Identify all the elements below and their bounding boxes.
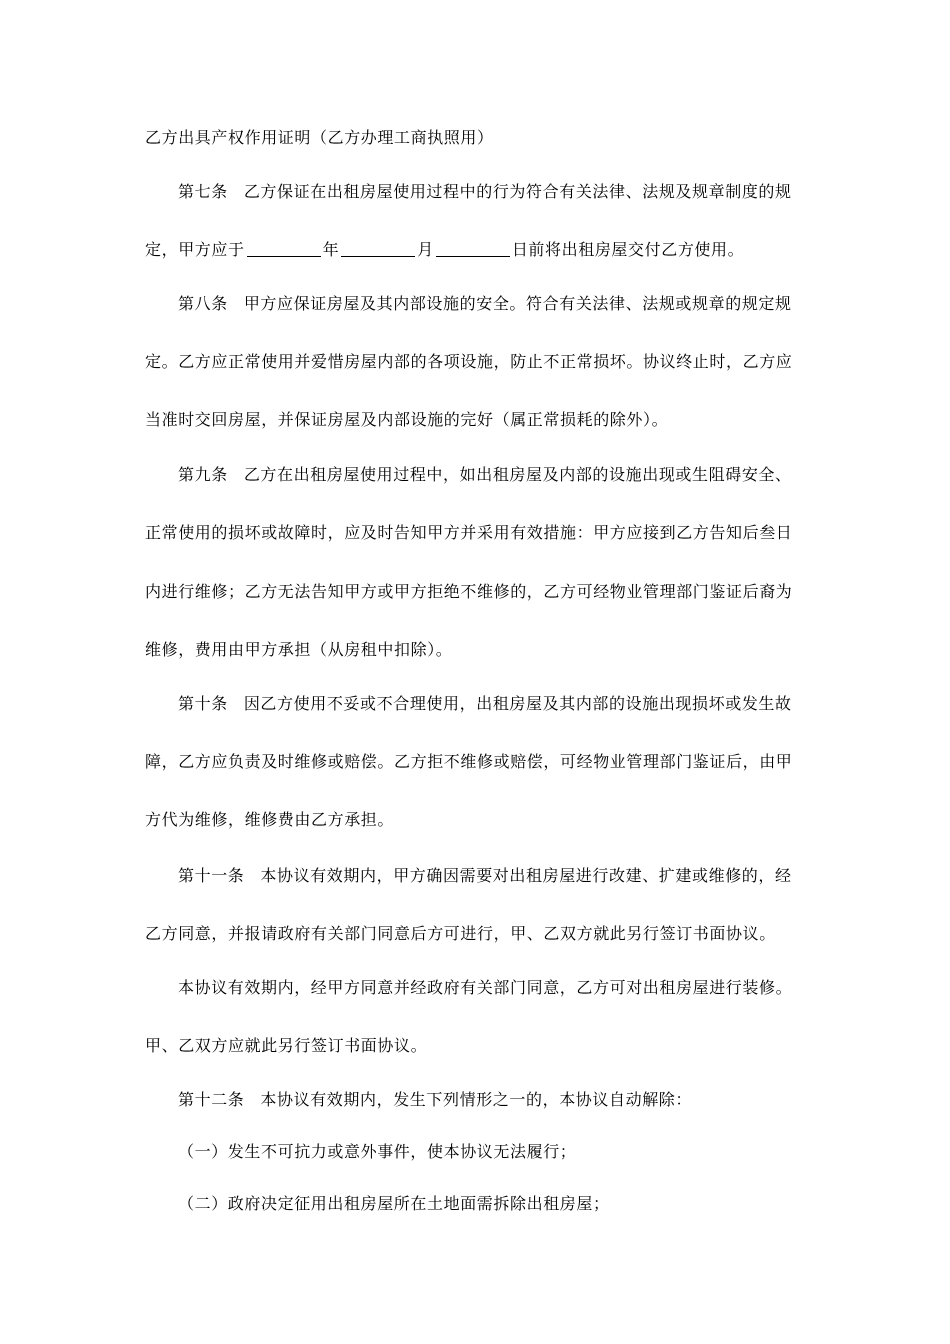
article-10-line-1: 第十条 因乙方使用不妥或不合理使用，出租房屋及其内部的设施出现损坏或发生故 — [178, 694, 792, 713]
article-12-item-1: （一）发生不可抗力或意外事件，使本协议无法履行； — [178, 1142, 577, 1161]
article-8-line-3: 当准时交回房屋，并保证房屋及内部设施的完好（属正常损耗的除外）。 — [145, 410, 669, 429]
article-11-line-2: 乙方同意，并报请政府有关部门同意后方可进行，甲、乙双方就此另行签订书面协议。 — [145, 924, 776, 943]
article-9-line-1: 第九条 乙方在出租房屋使用过程中，如出租房屋及内部的设施出现或生阻碍安全、 — [178, 465, 792, 484]
article-9-line-2: 正常使用的损坏或故障时，应及时告知甲方并采用有效措施：甲方应接到乙方告知后叁日 — [145, 523, 793, 542]
article-9-line-4: 维修，费用由甲方承担（从房租中扣除）。 — [145, 640, 453, 659]
article-8-line-2: 定。乙方应正常使用并爱惜房屋内部的各项设施，防止不正常损坏。协议终止时，乙方应 — [145, 352, 793, 371]
article-8-line-1: 第八条 甲方应保证房屋及其内部设施的安全。符合有关法律、法规或规章的规定规 — [178, 294, 792, 313]
article-9-heading: 第九条 — [178, 465, 228, 484]
article-7-line-2: 定，甲方应于 年 月 日前将出租房屋交付乙方使用。 — [145, 240, 745, 259]
article-11-heading: 第十一条 — [178, 866, 245, 885]
article-11-line-3: 本协议有效期内，经甲方同意并经政府有关部门同意，乙方可对出租房屋进行装修。 — [178, 978, 793, 997]
article-10-heading: 第十条 — [178, 694, 228, 713]
article-10-line-2: 障，乙方应负责及时维修或赔偿。乙方拒不维修或赔偿，可经物业管理部门鉴证后，由甲 — [145, 752, 793, 771]
article-10-line-3: 方代为维修，维修费由乙方承担。 — [145, 810, 395, 829]
month-blank — [341, 241, 415, 257]
article-7-heading: 第七条 — [178, 182, 228, 201]
paragraph-line: 乙方出具产权作用证明（乙方办理工商执照用） — [145, 128, 494, 147]
article-12-line-1: 第十二条 本协议有效期内，发生下列情形之一的，本协议自动解除： — [178, 1090, 693, 1109]
article-12-item-2: （二）政府决定征用出租房屋所在土地面需拆除出租房屋； — [178, 1194, 610, 1213]
year-blank — [247, 241, 321, 257]
article-7-line-1: 第七条 乙方保证在出租房屋使用过程中的行为符合有关法律、法规及规章制度的规 — [178, 182, 792, 201]
article-11-line-4: 甲、乙双方应就此另行签订书面协议。 — [145, 1036, 428, 1055]
article-8-heading: 第八条 — [178, 294, 228, 313]
day-blank — [436, 241, 510, 257]
article-11-line-1: 第十一条 本协议有效期内，甲方确因需要对出租房屋进行改建、扩建或维修的，经 — [178, 866, 792, 885]
article-9-line-3: 内进行维修；乙方无法告知甲方或甲方拒绝不维修的，乙方可经物业管理部门鉴证后裔为 — [145, 582, 793, 601]
article-12-heading: 第十二条 — [178, 1090, 245, 1109]
